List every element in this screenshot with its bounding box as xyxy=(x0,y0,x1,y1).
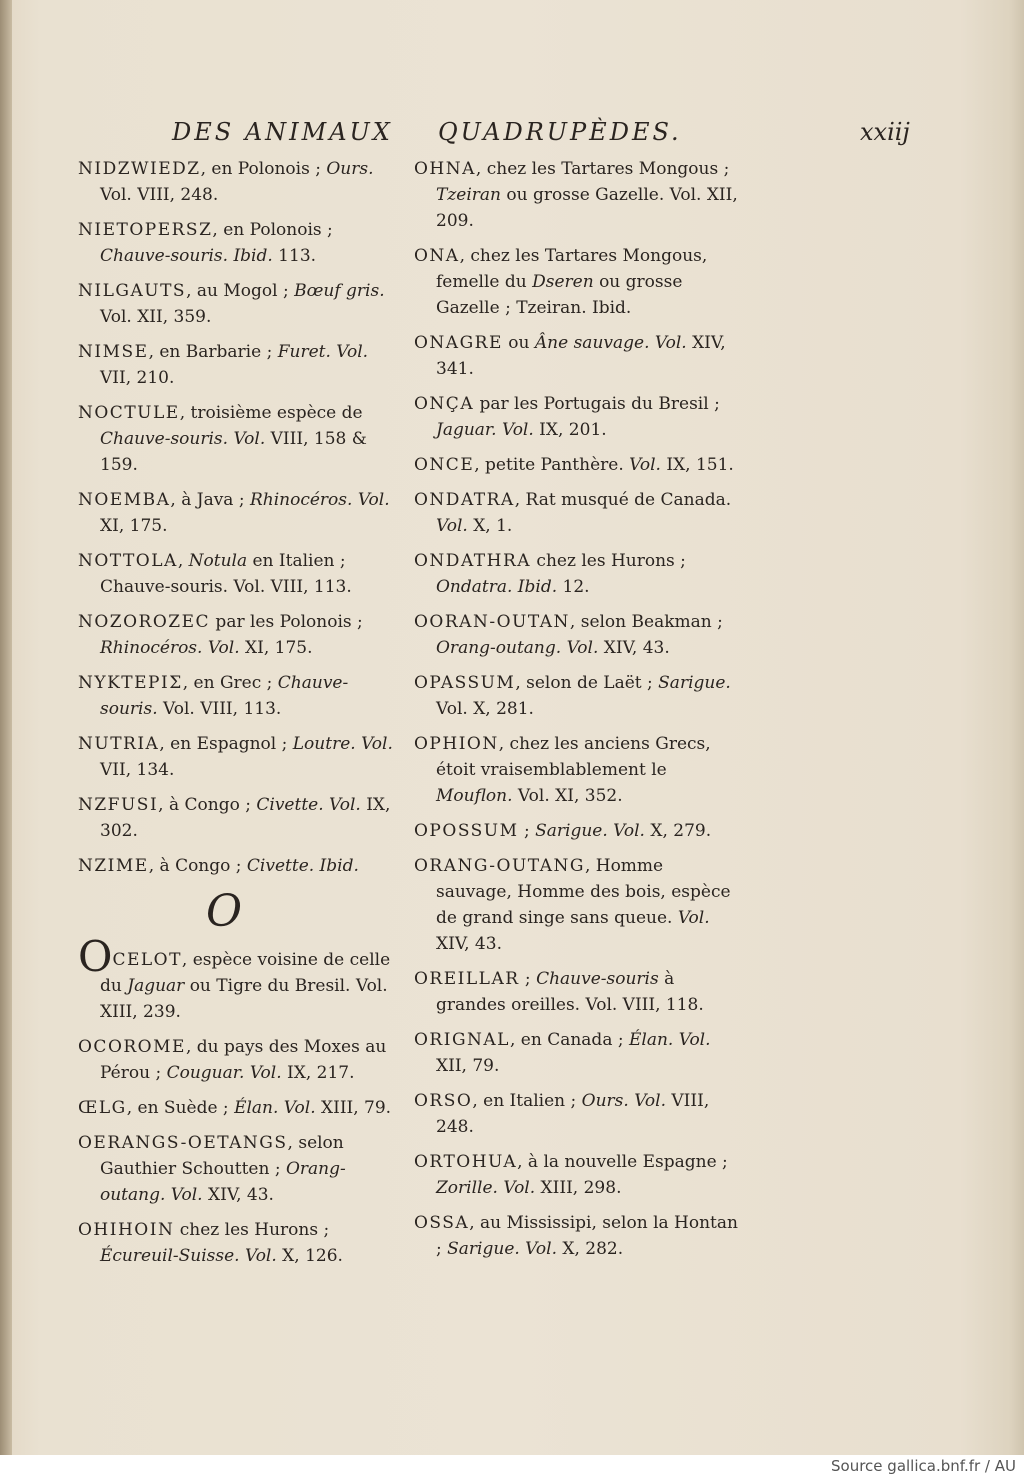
entry-it: Vol. xyxy=(677,908,710,928)
entry-text: , Homme sauvage, Homme des bois, espèce de grand singe sans queue. xyxy=(436,856,731,928)
entry-kw: OPASSUM xyxy=(414,673,516,693)
entry-rest: à grandes oreilles. Vol. VIII, 118. xyxy=(436,969,704,1015)
entry-rest: X, 1. xyxy=(467,516,513,536)
entry-text: , en Suède ; xyxy=(126,1098,235,1118)
entry-text: ; xyxy=(518,821,536,841)
drop-cap: O xyxy=(78,932,113,981)
entry-rest: IX, 217. xyxy=(281,1063,355,1083)
entry-text: , petite Panthère. xyxy=(474,455,630,475)
entry-text: , chez les anciens Grecs, étoit vraisemblablement le xyxy=(436,734,711,780)
entry-text: par les Portugais du Bresil ; xyxy=(474,394,720,414)
entry-kw: ONAGRE xyxy=(414,333,503,353)
entry-rest: XIV, 43. xyxy=(436,934,502,954)
entry-kw: NOCTULE xyxy=(78,403,180,423)
entry-it: Civette. Vol. xyxy=(256,795,361,815)
index-entry xyxy=(414,330,742,382)
index-entry xyxy=(78,670,400,722)
entry-it: Civette. Ibid. xyxy=(246,856,359,876)
entry-kw: NIDZWIEDZ xyxy=(78,159,201,179)
entry-kw: NIMSE xyxy=(78,342,149,362)
entry-it: Notula xyxy=(188,551,248,571)
entry-it: Âne sauvage. Vol. xyxy=(534,333,687,353)
index-entry xyxy=(414,966,742,1018)
entry-kw: NILGAUTS xyxy=(78,281,187,301)
entry-it: Couguar. Vol. xyxy=(166,1063,282,1083)
index-entry xyxy=(78,792,400,844)
index-entry xyxy=(414,156,742,234)
entry-kw: OHIHOIN xyxy=(78,1220,175,1240)
index-entry xyxy=(78,156,400,208)
entry-rest: IX, 201. xyxy=(533,420,607,440)
index-entry xyxy=(78,932,400,1025)
index-entry xyxy=(78,217,400,269)
entry-kw: NOEMBA xyxy=(78,490,171,510)
entry-text: , à Congo ; xyxy=(158,795,257,815)
entry-kw: NUTRIA xyxy=(78,734,160,754)
entry-kw: ONCE xyxy=(414,455,475,475)
index-entry xyxy=(414,1088,742,1140)
entry-kw: ORANG-OUTANG xyxy=(414,856,585,876)
entry-it: Chauve-souris. Ibid. xyxy=(100,246,273,266)
entry-kw: ORSO xyxy=(414,1091,473,1111)
entry-rest: XIII, 79. xyxy=(315,1098,392,1118)
entry-it: Écureuil-Suisse. Vol. xyxy=(100,1246,277,1266)
entry-rest: X, 279. xyxy=(644,821,712,841)
entry-rest: VIII, 158 & 159. xyxy=(100,429,367,475)
entry-rest: XI, 175. xyxy=(239,638,313,658)
entry-text: ; xyxy=(519,969,537,989)
entry-text: par les Polonois ; xyxy=(210,612,363,632)
entry-rest: IX, 302. xyxy=(100,795,391,841)
right-column xyxy=(414,156,742,1271)
entry-kw: ONA xyxy=(414,246,460,266)
entry-rest: Vol. XII, 359. xyxy=(100,307,212,327)
index-entry xyxy=(414,818,742,844)
entry-it: Ours. Vol. xyxy=(581,1091,666,1111)
entry-text: , selon Gauthier Schoutten ; xyxy=(100,1133,344,1179)
entry-text: , chez les Tartares Mongous, femelle du xyxy=(436,246,708,292)
entry-text: , du pays des Moxes au Pérou ; xyxy=(100,1037,387,1083)
entry-it: Tzeiran xyxy=(436,185,502,205)
index-entry xyxy=(414,853,742,957)
entry-kw: ONDATHRA xyxy=(414,551,532,571)
entry-it: Sarigue. xyxy=(658,673,731,693)
entry-text: , en Barbarie ; xyxy=(148,342,278,362)
entry-rest: IX, 151. xyxy=(660,455,734,475)
entry-it: Ondatra. Ibid. xyxy=(436,577,558,597)
entry-kw: NOZOROZEC xyxy=(78,612,211,632)
entry-rest: X, 282. xyxy=(556,1239,624,1259)
entry-rest: VII, 210. xyxy=(100,368,175,388)
entry-kw: OSSA xyxy=(414,1213,470,1233)
entry-it: Bœuf gris. xyxy=(294,281,385,301)
entry-text: , en Canada ; xyxy=(509,1030,629,1050)
index-entry xyxy=(78,1034,400,1086)
entry-kw: NOTTOLA xyxy=(78,551,178,571)
entry-kw: ORTOHUA xyxy=(414,1152,518,1172)
page-number: xxiij xyxy=(860,118,910,146)
entry-kw: OHNA xyxy=(414,159,476,179)
index-entry xyxy=(414,391,742,443)
index-entry xyxy=(78,1217,400,1269)
right-o-entries xyxy=(414,156,742,1262)
entry-it: Dseren xyxy=(532,272,594,292)
entry-rest: XIV, 43. xyxy=(598,638,670,658)
entry-rest: ou Tigre du Bresil. Vol. XIII, 239. xyxy=(100,976,388,1022)
entry-kw: ŒLG xyxy=(78,1098,127,1118)
entry-text: , espèce voisine de celle du xyxy=(100,950,391,996)
entry-text: , en Grec ; xyxy=(182,673,278,693)
entry-it: Ours. xyxy=(326,159,374,179)
entry-it: Vol. xyxy=(629,455,661,475)
index-entry xyxy=(414,1027,742,1079)
left-o-entries xyxy=(78,932,400,1269)
index-entry xyxy=(414,1149,742,1201)
entry-kw: ORIGNAL xyxy=(414,1030,510,1050)
entry-it: Rhinocéros. Vol. xyxy=(100,638,240,658)
index-entry xyxy=(78,1095,400,1121)
running-head-left: DES ANIMAUX xyxy=(172,118,393,146)
index-entry xyxy=(414,243,742,321)
entry-rest: XI, 175. xyxy=(100,516,168,536)
entry-kw: OREILLAR xyxy=(414,969,520,989)
entry-it: Chauve-souris. xyxy=(100,673,349,719)
entry-it: Élan. Vol. xyxy=(628,1030,711,1050)
source-credit: Source gallica.bnf.fr / AU xyxy=(831,1457,1016,1475)
entry-text: , à la nouvelle Espagne ; xyxy=(517,1152,728,1172)
entry-it: Orang-outang. Vol. xyxy=(100,1159,346,1205)
index-entry xyxy=(78,278,400,330)
entry-it: Mouflon. xyxy=(436,786,513,806)
index-entry xyxy=(78,400,400,478)
entry-kw: OERANGS-OETANGS xyxy=(78,1133,288,1153)
entry-text: , au Mississipi, selon la Hontan ; xyxy=(436,1213,738,1259)
entry-kw: OORAN-OUTAN xyxy=(414,612,570,632)
entry-rest: X, 126. xyxy=(276,1246,343,1266)
entry-kw: NZFUSI xyxy=(78,795,159,815)
entry-it: Jaguar. Vol. xyxy=(436,420,534,440)
entry-it: Chauve-souris. Vol. xyxy=(100,429,266,449)
entry-text: , chez les Tartares Mongous ; xyxy=(475,159,730,179)
entry-text: , en Polonois ; xyxy=(200,159,327,179)
page-spine xyxy=(0,0,12,1455)
entry-rest: XIII, 298. xyxy=(535,1178,622,1198)
index-entry xyxy=(78,609,400,661)
entry-rest: Vol. VIII, 113. xyxy=(157,699,282,719)
entry-text: , à Congo ; xyxy=(148,856,247,876)
entry-it: Zorille. Vol. xyxy=(436,1178,536,1198)
entry-text: , xyxy=(177,551,189,571)
entry-it: Sarigue. Vol. xyxy=(447,1239,557,1259)
index-entry xyxy=(414,548,742,600)
index-entry xyxy=(414,1210,742,1262)
index-entry xyxy=(78,548,400,600)
index-entry xyxy=(78,1130,400,1208)
entry-it: Chauve-souris xyxy=(536,969,659,989)
entry-kw: NZIME xyxy=(78,856,149,876)
entry-it: Vol. xyxy=(436,516,468,536)
entry-text: , troisième espèce de xyxy=(179,403,363,423)
entry-it: Orang-outang. Vol. xyxy=(436,638,599,658)
entry-rest: ou grosse Gazelle. Vol. XII, 209. xyxy=(436,185,738,231)
left-column xyxy=(78,156,400,1278)
entry-kw: NIETOPERSZ xyxy=(78,220,213,240)
entry-kw: ΝΥΚΤΕΡΙΣ xyxy=(78,673,183,693)
entry-it: Élan. Vol. xyxy=(234,1098,316,1118)
index-entry xyxy=(414,731,742,809)
entry-rest: XII, 79. xyxy=(436,1056,500,1076)
entry-kw: OPHION xyxy=(414,734,499,754)
entry-text: , à Java ; xyxy=(170,490,250,510)
index-entry xyxy=(78,731,400,783)
entry-rest: XIV, 43. xyxy=(202,1185,274,1205)
entry-kw: ONÇA xyxy=(414,394,475,414)
entry-it: Sarigue. Vol. xyxy=(535,821,645,841)
entry-text: , en Italien ; xyxy=(472,1091,582,1111)
left-n-entries xyxy=(78,156,400,879)
entry-it: Rhinocéros. Vol. xyxy=(249,490,390,510)
entry-rest: Vol. XI, 352. xyxy=(512,786,623,806)
entry-text: chez les Hurons ; xyxy=(531,551,686,571)
section-letter: O xyxy=(205,886,243,937)
entry-rest: VIII, 248. xyxy=(436,1091,710,1137)
index-entry xyxy=(414,609,742,661)
entry-it: Jaguar xyxy=(127,976,185,996)
entry-kw: CELOT xyxy=(112,950,182,970)
entry-it: Loutre. Vol. xyxy=(292,734,393,754)
entry-rest: Vol. VIII, 248. xyxy=(100,185,219,205)
entry-text: , selon Beakman ; xyxy=(569,612,723,632)
entry-text: , Rat musqué de Canada. xyxy=(514,490,732,510)
entry-rest: ou grosse Gazelle ; Tzeiran. Ibid. xyxy=(436,272,683,318)
entry-text: chez les Hurons ; xyxy=(174,1220,330,1240)
entry-kw: ONDATRA xyxy=(414,490,515,510)
entry-text: ou xyxy=(502,333,535,353)
index-entry xyxy=(414,487,742,539)
index-entry xyxy=(414,670,742,722)
running-head-right: QUADRUPÈDES. xyxy=(438,118,682,146)
entry-rest: 12. xyxy=(557,577,590,597)
entry-rest: en Italien ; Chauve-souris. Vol. VIII, 113. xyxy=(100,551,352,597)
index-entry xyxy=(78,853,400,879)
entry-it: Furet. Vol. xyxy=(277,342,369,362)
index-entry xyxy=(78,487,400,539)
entry-text: , en Polonois ; xyxy=(212,220,333,240)
entry-rest: VII, 134. xyxy=(100,760,175,780)
entry-rest: Vol. X, 281. xyxy=(436,699,534,719)
entry-text: , en Espagnol ; xyxy=(159,734,293,754)
index-entry xyxy=(78,339,400,391)
entry-rest: XIV, 341. xyxy=(436,333,726,379)
entry-text: , selon de Laët ; xyxy=(515,673,659,693)
entry-kw: OPOSSUM xyxy=(414,821,519,841)
entry-kw: OCOROME xyxy=(78,1037,186,1057)
index-entry xyxy=(414,452,742,478)
entry-rest: 113. xyxy=(272,246,317,266)
entry-text: , au Mogol ; xyxy=(186,281,295,301)
